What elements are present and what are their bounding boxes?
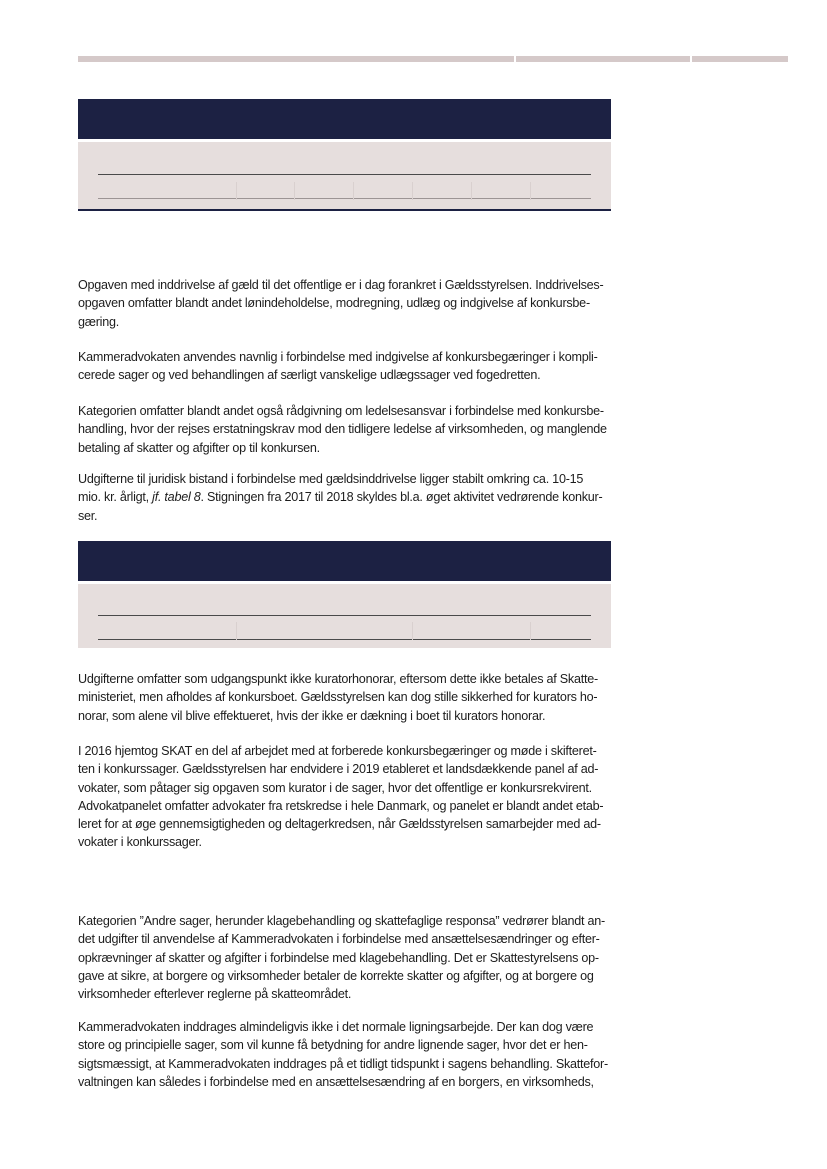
table-1-col-sep bbox=[471, 182, 472, 200]
table-2-body bbox=[78, 584, 611, 648]
table-1-col-sep bbox=[530, 182, 531, 200]
table-2-col-sep bbox=[530, 622, 531, 640]
rule-gap bbox=[690, 56, 692, 62]
page-top-rule bbox=[78, 56, 788, 62]
table-1 bbox=[78, 99, 611, 211]
table-1-col-sep bbox=[294, 182, 295, 200]
table-2-col-sep bbox=[236, 622, 237, 640]
table-2-row-rule bbox=[98, 639, 591, 640]
paragraph-advokatpanel: I 2016 hjemtog SKAT en del af arbejdet med at forberede konkursbegæringer og møde i skifteret- ten i konkurssager. Gældsstyrelsen har endvidere i 2019 etableret et landsdækkende panel af ad- vokater, som påtager sig opgaven som kurator i de sager, hvor det offentlige er konkursrekvirent. Advokatpanelet omfatter advokater fra retskredse i hele Danmark, og panelet er blandt andet etab- leret for at øge gennemsigtigheden og deltagerkredsen, når Gældsstyrelsen samarbejder med ad- vokater i konkurssager. bbox=[78, 744, 604, 850]
paragraph-ligningsarbejde: Kammeradvokaten inddrages almindeligvis ikke i det normale ligningsarbejde. Der kan dog være store og principielle sager, som vil kunne få betydning for andre lignende sager, hvor det er hen- sigtsmæssigt, at Kammeradvokaten inddrages på et tidligt tidspunkt i sagens behandling. Skattefor- valtningen kan således i forbindelse med en ansættelsesændring af en borgers, en virksomheds, bbox=[78, 1020, 608, 1089]
table-1-col-sep bbox=[236, 182, 237, 200]
paragraph-text: . Stigningen fra 2017 til 2018 skyldes bl.a. øget aktivitet vedrørende konkur- ser. bbox=[78, 490, 603, 523]
rule-gap bbox=[514, 56, 516, 62]
table-1-row-rule bbox=[98, 198, 591, 199]
paragraph-ledelsesansvar: Kategorien omfatter blandt andet også rådgivning om ledelsesansvar i forbindelse med konkursbe- handling, hvor der rejses erstatningskrav mod den tidligere ledelse af virksomheden, og manglende betaling af skatter og afgifter op til konkursen. bbox=[78, 404, 607, 455]
table-2-row-rule bbox=[98, 615, 591, 616]
table-1-header bbox=[78, 99, 611, 139]
table-1-row-rule bbox=[98, 174, 591, 175]
table-1-col-sep bbox=[353, 182, 354, 200]
table-1-bottom-rule bbox=[78, 209, 611, 211]
table-1-col-sep bbox=[412, 182, 413, 200]
table-reference: jf. tabel 8 bbox=[152, 490, 201, 505]
paragraph-kuratorhonorar: Udgifterne omfatter som udgangspunkt ikke kuratorhonorar, eftersom dette ikke betales af Skatte- ministeriet, men afholdes af konkursboet. Gældsstyrelsen kan dog stille sikkerhed for kurators ho- norar, som alene vil blive effektueret, hvis der ikke er dækning i boet til kurators honorar. bbox=[78, 672, 598, 723]
table-1-body bbox=[78, 142, 611, 209]
paragraph-andre-sager: Kategorien ”Andre sager, herunder klagebehandling og skattefaglige responsa” vedrører blandt an- det udgifter til anvendelse af Kammeradvokaten i forbindelse med ansættelsesændringer og efter- opkrævninger af skatter og afgifter i forbindelse med klagebehandling. Det er Skattestyrelsens op- gave at sikre, at borgere og virksomheder betaler de korrekte skatter og afgifter, og at borgere og virksomheder efterlever reglerne på skatteområdet. bbox=[78, 914, 605, 1002]
table-2 bbox=[78, 541, 611, 648]
paragraph-udgifter-gaeldsinddrivelse bbox=[78, 470, 611, 525]
table-2-header bbox=[78, 541, 611, 581]
paragraph-text: Udgifterne til juridisk bistand i forbindelse med gældsinddrivelse ligger stabilt omkring ca. 10-15 mio. kr. årligt, bbox=[78, 472, 584, 505]
paragraph-inddrivelse: Opgaven med inddrivelse af gæld til det offentlige er i dag forankret i Gældsstyrelsen. Inddrivelses- opgaven omfatter blandt andet lønindeholdelse, modregning, udlæg og indgivelse af konkursbe- gæring. bbox=[78, 278, 604, 329]
table-2-col-sep bbox=[412, 622, 413, 640]
paragraph-kammeradvokaten-konkurs: Kammeradvokaten anvendes navnlig i forbindelse med indgivelse af konkursbegæringer i kompli- cerede sager og ved behandlingen af særligt vanskelige udlægssager ved fogedretten. bbox=[78, 350, 598, 383]
